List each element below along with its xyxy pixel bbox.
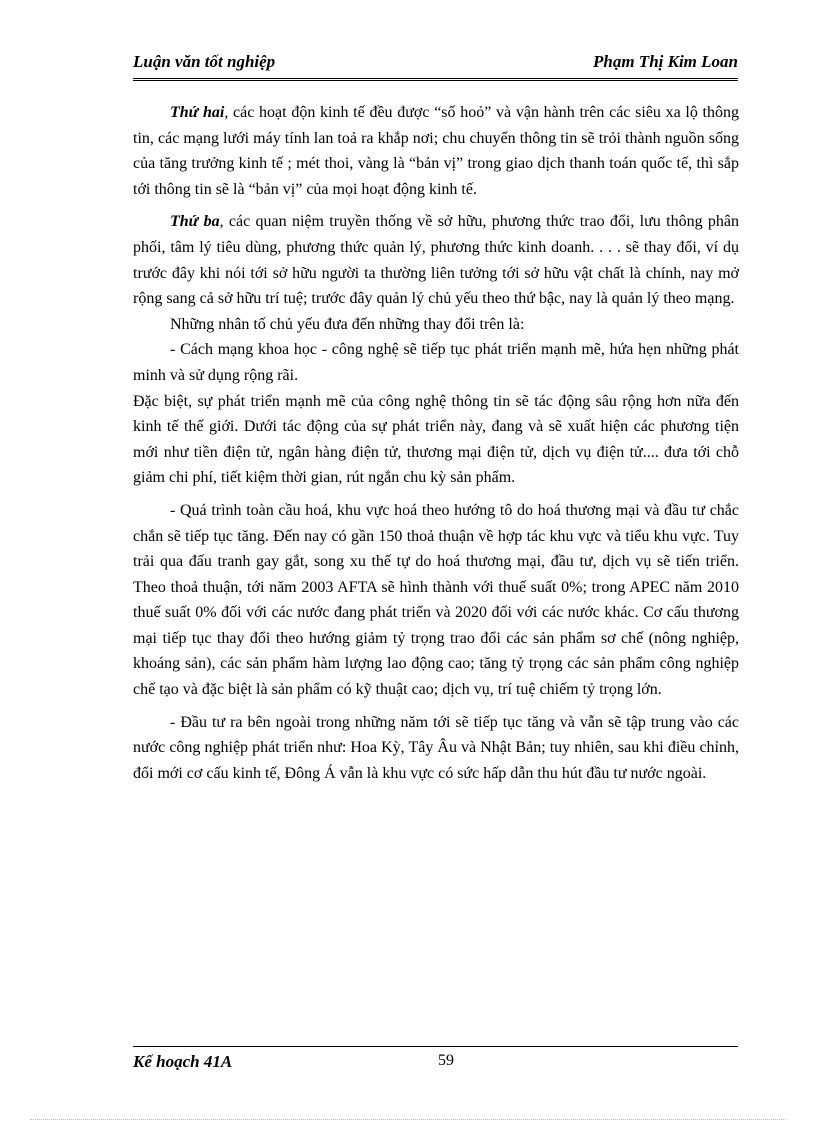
paragraph-it-impact [133,389,739,491]
footer-rule [133,1046,738,1047]
paragraph-text: - Quá trình toàn cầu hoá, khu vực hoá theo hướng tô do hoá thương mại và đầu tư chắc chắn sẽ tiếp tục tăng. Đến nay có gần 150 thoả thuận về hợp tác khu vực và tiểu khu vực. Tuy trải qua đấu tranh gay gắt, song xu thế tự do hoá thương mại, đầu tư, dịch vụ sẽ tiến triển. Theo thoả thuận, tới năm 2003 AFTA sẽ hình thành với thuế suất 0%; trong APEC năm 2010 thuế suất 0% đối với các nước đang phát triển và 2020 đối với các nước khác. Cơ cấu thương mại tiếp tục thay đổi theo hướng giảm tỷ trọng trao đổi các sản phẩm sơ chế (nông nghiệp, khoáng sản), các sản phẩm hàm lượng lao động cao; tăng tỷ trọng các sản phẩm công nghiệp chế tạo và đặc biệt là sản phẩm có kỹ thuật cao; dịch vụ, trí tuệ chiếm tỷ trọng lớn. [133,501,739,699]
header-author-right: Phạm Thị Kim Loan [593,52,738,71]
paragraph-text: , các hoạt độn kinh tế đều được “số hoỏ” và vận hành trên các siêu xa lộ thông tin, các mạng lưới máy tính lan toả ra khắp nơi; chu chuyển thông tin sẽ trỏi thành nguồn sống của tăng trưởng kinh tế ; mét thoi, vàng là “bản vị” trong giao dịch thanh toán quốc tế, thì sắp tới thông tin sẽ là “bản vị” của mọi hoạt động kinh tế. [133,104,740,198]
paragraph-text: - Cách mạng khoa học - công nghệ sẽ tiếp tục phát triển mạnh mẽ, hứa hẹn những phát minh và sử dụng rộng rãi. [133,341,739,384]
page-border-dotted [30,1119,786,1120]
header-title-left: Luận văn tốt nghiệp [133,52,276,71]
header-double-rule [133,78,738,81]
document-body [133,100,739,786]
paragraph-science-tech [133,337,739,388]
paragraph-lead: Thứ hai [170,104,225,121]
paragraph-text: Đặc biệt, sự phát triển mạnh mẽ của công nghệ thông tin sẽ tác động sâu rộng hơn nữa đến kinh tế thế giới. Dưới tác động của sự phát triển này, đang và sẽ xuất hiện các phương tiện mới như tiền điện tử, ngân hàng điện tử, thương mại điện tử, dịch vụ điện tử.... đưa tới chỗ giảm chi phí, tiết kiệm thời gian, rút ngắn chu kỳ sản phẩm. [133,392,739,487]
paragraph-globalization [133,498,739,703]
paragraph-text: Những nhân tố chủ yếu đưa đến những thay đổi trên là: [170,315,525,333]
paragraph-factors-intro [133,312,739,338]
footer-class-label: Kế hoạch 41A [133,1052,233,1071]
page-number: 59 [438,1052,454,1069]
page-header [133,52,738,80]
paragraph-thu-ba [133,209,739,311]
paragraph-text: , các quan niệm truyền thống về sở hữu, phương thức trao đổi, lưu thông phân phối, tâm lý tiêu dùng, phương thức quản lý, phương thức kinh doanh. . . . sẽ thay đổi, ví dụ trước đây khi nói tới sở hữu người ta thường liên tưởng tới sở hữu vật chất là chính, nay mở rộng sang cả sở hữu trí tuệ; trước đây quản lý chủ yếu theo thứ bậc, nay là quản lý theo mạng. [133,213,740,308]
paragraph-investment [133,710,739,787]
page-footer [133,1052,738,1076]
paragraph-lead: Thứ ba [170,213,220,231]
paragraph-thu-hai [133,100,739,202]
paragraph-text: - Đầu tư ra bên ngoài trong những năm tới sẽ tiếp tục tăng và vẫn sẽ tập trung vào các nước công nghiệp phát triển như: Hoa Kỳ, Tây Âu và Nhật Bản; tuy nhiên, sau khi điều chỉnh, đổi mới cơ cấu kinh tế, Đông Á vẫn là khu vực có sức hấp dẫn thu hút đầu tư nước ngoài. [133,713,739,782]
